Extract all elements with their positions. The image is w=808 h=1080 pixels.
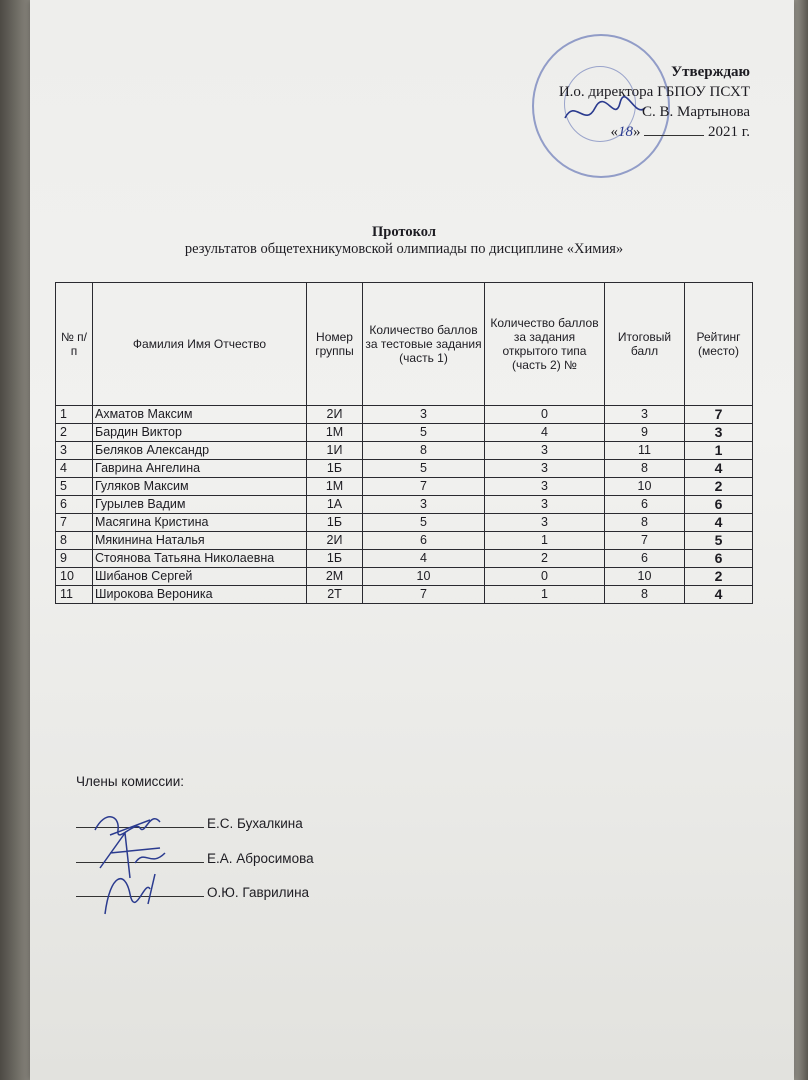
cell-number: 2 — [56, 424, 93, 442]
cell-number: 7 — [56, 514, 93, 532]
cell-test-score: 5 — [363, 424, 485, 442]
table-row — [56, 460, 753, 478]
cell-open-score: 3 — [485, 514, 605, 532]
cell-rank: 4 — [685, 514, 753, 532]
cell-total: 9 — [605, 424, 685, 442]
cell-total: 8 — [605, 460, 685, 478]
cell-open-score: 0 — [485, 568, 605, 586]
cell-number: 9 — [56, 550, 93, 568]
cell-full-name: Гаврина Ангелина — [93, 460, 307, 478]
signature-3 — [90, 864, 180, 924]
cell-rank: 2 — [685, 478, 753, 496]
cell-rank: 1 — [685, 442, 753, 460]
approval-name: С. В. Мартынова — [641, 104, 750, 120]
cell-full-name: Мякинина Наталья — [93, 532, 307, 550]
cell-rank: 6 — [685, 496, 753, 514]
cell-number: 6 — [56, 496, 93, 514]
cell-open-score: 3 — [485, 496, 605, 514]
cell-rank: 2 — [685, 568, 753, 586]
approval-date — [500, 122, 750, 142]
header-rank: Рейтинг (место) — [685, 283, 753, 406]
member-name: Е.С. Бухалкина — [207, 816, 303, 831]
background-wall-right — [794, 0, 808, 1080]
table-header-row — [56, 283, 753, 406]
approval-block — [500, 62, 750, 142]
cell-total: 8 — [605, 514, 685, 532]
cell-group: 1Б — [307, 514, 363, 532]
header-total: Итоговый балл — [605, 283, 685, 406]
cell-number: 4 — [56, 460, 93, 478]
table-row — [56, 514, 753, 532]
header-open-score: Количество баллов за задания открытого типа (часть 2) № — [485, 283, 605, 406]
results-table — [55, 282, 753, 604]
table-row — [56, 496, 753, 514]
approval-date-prefix: « — [610, 124, 619, 140]
table-row — [56, 478, 753, 496]
cell-open-score: 2 — [485, 550, 605, 568]
table-row — [56, 568, 753, 586]
cell-open-score: 0 — [485, 406, 605, 424]
header-number: № п/п — [56, 283, 93, 406]
cell-test-score: 7 — [363, 586, 485, 604]
cell-test-score: 10 — [363, 568, 485, 586]
cell-test-score: 6 — [363, 532, 485, 550]
cell-total: 6 — [605, 550, 685, 568]
cell-full-name: Беляков Александр — [93, 442, 307, 460]
cell-rank: 7 — [685, 406, 753, 424]
cell-group: 2И — [307, 406, 363, 424]
cell-group: 1М — [307, 424, 363, 442]
cell-group: 1М — [307, 478, 363, 496]
commission-label: Члены комиссии: — [76, 774, 185, 789]
header-full-name: Фамилия Имя Отчество — [93, 283, 307, 406]
cell-total: 10 — [605, 568, 685, 586]
document-heading — [0, 224, 808, 258]
cell-test-score: 7 — [363, 478, 485, 496]
cell-open-score: 4 — [485, 424, 605, 442]
cell-test-score: 8 — [363, 442, 485, 460]
member-name: Е.А. Абросимова — [207, 851, 314, 866]
cell-test-score: 4 — [363, 550, 485, 568]
cell-full-name: Бардин Виктор — [93, 424, 307, 442]
table-row — [56, 586, 753, 604]
cell-rank: 6 — [685, 550, 753, 568]
cell-group: 1Б — [307, 550, 363, 568]
cell-full-name: Шибанов Сергей — [93, 568, 307, 586]
cell-group: 2Т — [307, 586, 363, 604]
table-row — [56, 406, 753, 424]
approval-date-suffix: » — [633, 124, 641, 140]
table-row — [56, 550, 753, 568]
cell-total: 11 — [605, 442, 685, 460]
cell-full-name: Масягина Кристина — [93, 514, 307, 532]
cell-total: 8 — [605, 586, 685, 604]
background-wall-left — [0, 0, 30, 1080]
cell-group: 1Б — [307, 460, 363, 478]
header-group: Номер группы — [307, 283, 363, 406]
cell-test-score: 3 — [363, 406, 485, 424]
cell-full-name: Гуляков Максим — [93, 478, 307, 496]
cell-number: 10 — [56, 568, 93, 586]
cell-group: 1И — [307, 442, 363, 460]
cell-full-name: Гурылев Вадим — [93, 496, 307, 514]
cell-open-score: 3 — [485, 442, 605, 460]
table-row — [56, 532, 753, 550]
cell-group: 2И — [307, 532, 363, 550]
table-row — [56, 442, 753, 460]
cell-group: 1А — [307, 496, 363, 514]
cell-test-score: 5 — [363, 514, 485, 532]
cell-rank: 4 — [685, 586, 753, 604]
cell-full-name: Ахматов Максим — [93, 406, 307, 424]
cell-total: 7 — [605, 532, 685, 550]
cell-open-score: 3 — [485, 478, 605, 496]
cell-test-score: 3 — [363, 496, 485, 514]
cell-full-name: Широкова Вероника — [93, 586, 307, 604]
header-test-score: Количество баллов за тестовые задания (часть 1) — [363, 283, 485, 406]
cell-test-score: 5 — [363, 460, 485, 478]
cell-number: 8 — [56, 532, 93, 550]
cell-full-name: Стоянова Татьяна Николаевна — [93, 550, 307, 568]
approval-date-year: 2021 г. — [708, 124, 750, 140]
cell-total: 10 — [605, 478, 685, 496]
approval-date-day: 18 — [618, 124, 634, 140]
document-subtitle: результатов общетехникумовской олимпиады по дисциплине «Химия» — [184, 241, 624, 257]
approval-position: И.о. директора ГБПОУ ПСХТ — [558, 84, 750, 100]
cell-group: 2М — [307, 568, 363, 586]
cell-number: 1 — [56, 406, 93, 424]
approval-title: Утверждаю — [671, 64, 750, 80]
cell-open-score: 1 — [485, 586, 605, 604]
cell-rank: 4 — [685, 460, 753, 478]
cell-number: 3 — [56, 442, 93, 460]
cell-total: 3 — [605, 406, 685, 424]
cell-total: 6 — [605, 496, 685, 514]
member-name: О.Ю. Гаврилина — [207, 885, 310, 900]
table-row — [56, 424, 753, 442]
document-title: Протокол — [372, 224, 436, 240]
cell-open-score: 3 — [485, 460, 605, 478]
cell-number: 5 — [56, 478, 93, 496]
cell-open-score: 1 — [485, 532, 605, 550]
cell-rank: 5 — [685, 532, 753, 550]
cell-rank: 3 — [685, 424, 753, 442]
cell-number: 11 — [56, 586, 93, 604]
